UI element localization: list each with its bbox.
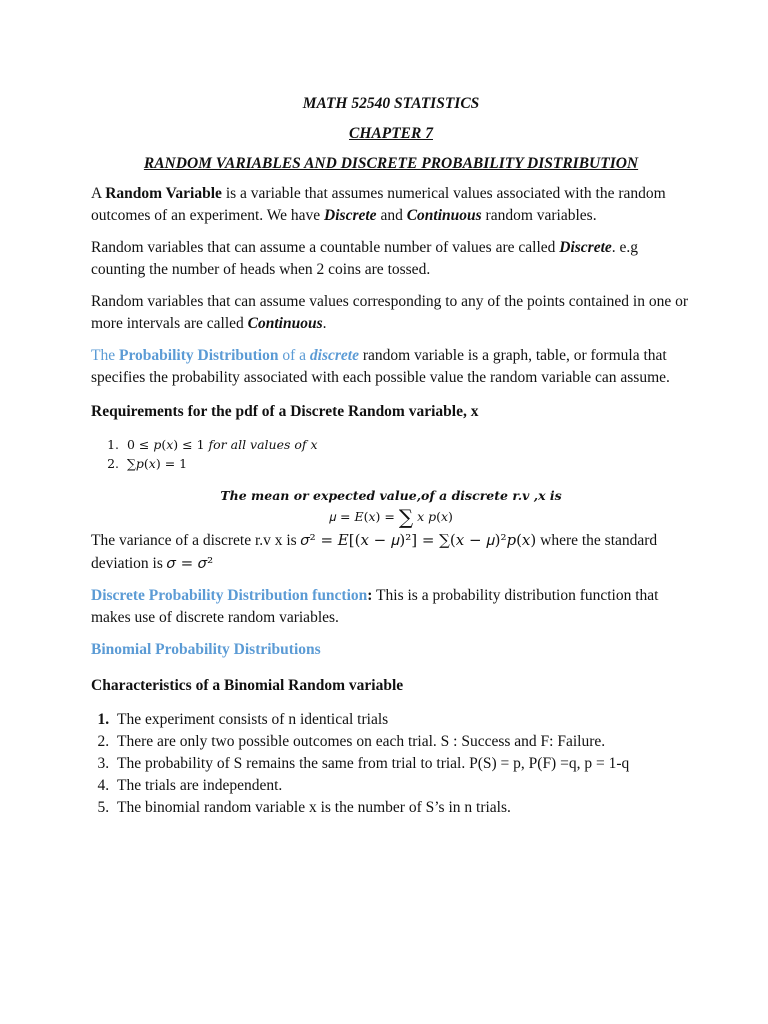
formula-part: 𝜇 = 𝐸(𝑥) = [329, 509, 399, 524]
term-random-variable: Random Variable [105, 185, 222, 202]
paragraph-variance [91, 529, 691, 575]
colon: : [367, 587, 373, 604]
characteristic-item: 3. The probability of S remains the same from trial to trial. P(S) = p, P(F) =q, p = 1-q [113, 753, 691, 775]
term-discrete-2: Discrete [559, 239, 612, 256]
binomial-heading: Binomial Probability Distributions [91, 641, 321, 658]
std-deviation-equation: 𝜎 = 𝜎² [166, 554, 214, 572]
chapter-subtitle: RANDOM VARIABLES AND DISCRETE PROBABILITY DISTRIBUTION [143, 155, 639, 172]
term-continuous-2: Continuous [247, 315, 323, 332]
chapter-title: CHAPTER 7 [349, 125, 433, 142]
document-page [91, 93, 691, 819]
paragraph-probability-distribution [91, 345, 691, 389]
intro-paragraph-random-variable [91, 183, 691, 227]
text-span: where the standard deviation is [91, 532, 658, 572]
text-span: Random variables that can assume values corresponding to any of the points contained in one or more intervals are called [91, 293, 689, 332]
text-span: This is a probability distribution function that makes use of discrete random variables. [91, 587, 659, 626]
paragraph-discrete-definition [91, 237, 691, 281]
requirement-item: 2. ∑𝑝(𝑥) = 1 [123, 454, 691, 473]
text-span: Random variables that can assume a countable number of values are called [91, 239, 560, 256]
text-span: . [322, 315, 327, 332]
text-span-blue: of a [278, 347, 310, 364]
term-continuous: Continuous [406, 207, 482, 224]
characteristic-item: 4. The trials are independent. [113, 775, 691, 797]
text-span: . e.g counting the number of heads when 2 coins are tossed. [91, 239, 639, 278]
text-span: The variance of a discrete r.v x is [91, 532, 301, 549]
requirements-heading: Requirements for the pdf of a Discrete Random variable, x [91, 403, 479, 420]
characteristic-item: 5. The binomial random variable x is the number of S’s in n trials. [113, 797, 691, 819]
paragraph-dpdf [91, 585, 691, 629]
text-span-blue: The [91, 347, 119, 364]
text-span: random variables. [481, 207, 597, 224]
mean-formula [91, 507, 691, 527]
characteristic-item: 2. There are only two possible outcomes on each trial. S : Success and F: Failure. [113, 731, 691, 753]
variance-equation: 𝜎² = 𝐸[(𝑥 − 𝜇)²] = ∑(𝑥 − 𝜇)²𝑝(𝑥) [300, 531, 537, 549]
requirements-list [91, 435, 691, 473]
formula-part: 𝑥 𝑝(𝑥) [413, 509, 453, 524]
characteristics-heading: Characteristics of a Binomial Random variable [91, 677, 404, 694]
sum-symbol: ∑ [398, 505, 414, 529]
requirement-item: 1. 0 ≤ 𝑝(𝑥) ≤ 1 𝑓𝑜𝑟 𝑎𝑙𝑙 𝑣𝑎𝑙𝑢𝑒𝑠 𝑜𝑓 𝑥 [123, 435, 691, 454]
characteristic-item: 1. The experiment consists of n identical trials [113, 709, 691, 731]
term-dpdf: Discrete Probability Distribution function [91, 587, 368, 604]
text-span: and [376, 207, 407, 224]
mean-label: The mean or expected value,of a discrete r.v ,x is [220, 488, 562, 503]
course-title: MATH 52540 STATISTICS [302, 95, 480, 112]
characteristics-list [91, 709, 691, 819]
text-span: random variable is a graph, table, or formula that specifies the probability associated with each possible value the random variable can assume. [91, 347, 670, 386]
paragraph-continuous-definition [91, 291, 691, 335]
term-discrete-3: discrete [309, 347, 359, 364]
term-probability-distribution: Probability Distribution [118, 347, 279, 364]
term-discrete: Discrete [324, 207, 377, 224]
text-span: is a variable that assumes numerical values associated with the random outcomes of an experiment. We have [91, 185, 666, 224]
text-span: A [91, 185, 106, 202]
